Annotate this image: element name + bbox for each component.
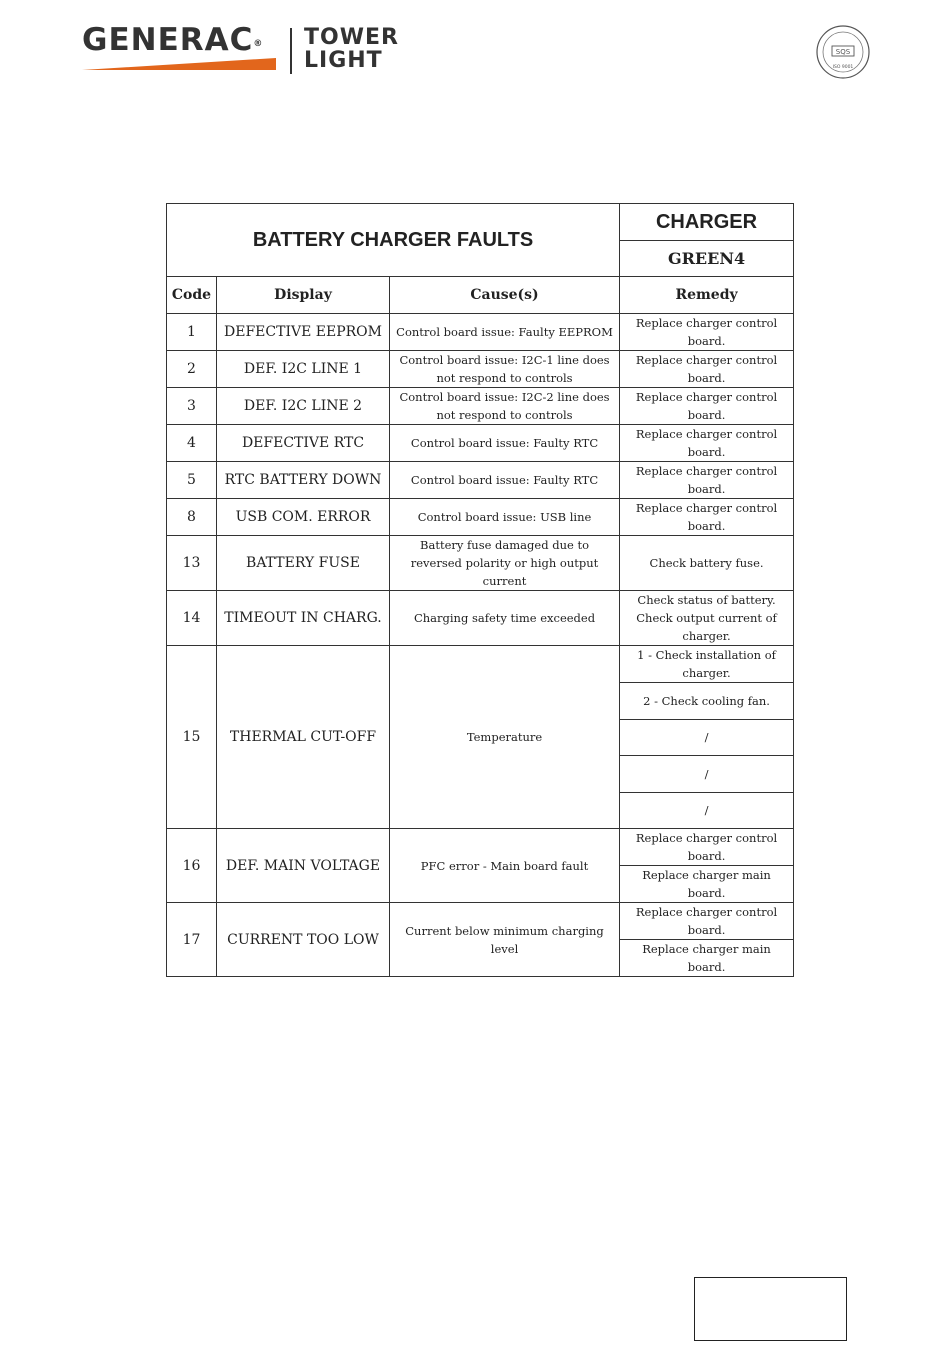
- table-row: [167, 499, 794, 536]
- fault-display: DEFECTIVE EEPROM: [217, 314, 390, 351]
- fault-remedy: Check battery fuse.: [620, 536, 794, 591]
- table-row: [167, 351, 794, 388]
- fault-display: THERMAL CUT-OFF: [217, 646, 390, 829]
- fault-display: USB COM. ERROR: [217, 499, 390, 536]
- charger-model: GREEN4: [620, 241, 794, 277]
- column-header-code: Code: [167, 277, 217, 314]
- fault-code: 8: [167, 499, 217, 536]
- table-row: [167, 388, 794, 425]
- fault-code: 14: [167, 591, 217, 646]
- fault-display: DEFECTIVE RTC: [217, 425, 390, 462]
- fault-remedy: Replace charger control board.: [620, 903, 794, 940]
- fault-code: 15: [167, 646, 217, 829]
- fault-remedy: /: [620, 719, 794, 756]
- fault-cause: Current below minimum charging level: [390, 903, 620, 977]
- fault-cause: Control board issue: Faulty EEPROM: [390, 314, 620, 351]
- fault-code: 13: [167, 536, 217, 591]
- certification-seal-icon: [815, 24, 871, 80]
- fault-remedy: Replace charger control board.: [620, 351, 794, 388]
- fault-remedy: /: [620, 792, 794, 829]
- table-row: [167, 462, 794, 499]
- fault-remedy: Replace charger main board.: [620, 866, 794, 903]
- table-row: [167, 314, 794, 351]
- fault-code: 2: [167, 351, 217, 388]
- table-row: [167, 425, 794, 462]
- registered-mark: ®: [253, 39, 264, 49]
- brand-subtitle: [304, 26, 399, 72]
- column-header-remedy: Remedy: [620, 277, 794, 314]
- fault-remedy: Replace charger control board.: [620, 425, 794, 462]
- fault-remedy: 1 - Check installation of charger.: [620, 646, 794, 683]
- fault-display: TIMEOUT IN CHARG.: [217, 591, 390, 646]
- fault-cause: Control board issue: I2C-1 line does not respond to controls: [390, 351, 620, 388]
- table-row: [167, 646, 794, 683]
- fault-cause: Control board issue: USB line: [390, 499, 620, 536]
- fault-cause: PFC error - Main board fault: [390, 829, 620, 903]
- seal-mid-text: SQS: [835, 48, 851, 56]
- fault-remedy: Replace charger control board.: [620, 499, 794, 536]
- charger-header: CHARGER: [620, 204, 794, 241]
- table-row: [167, 829, 794, 866]
- fault-cause: Charging safety time exceeded: [390, 591, 620, 646]
- brand-swoosh-icon: [82, 58, 276, 70]
- fault-remedy: Replace charger control board.: [620, 829, 794, 866]
- fault-cause: Control board issue: Faulty RTC: [390, 462, 620, 499]
- brand-name: GENERAC: [82, 22, 254, 58]
- fault-remedy: Replace charger control board.: [620, 314, 794, 351]
- table-row: [167, 536, 794, 591]
- fault-remedy: Replace charger control board.: [620, 462, 794, 499]
- fault-code: 1: [167, 314, 217, 351]
- fault-code: 3: [167, 388, 217, 425]
- brand-logo: [82, 22, 263, 58]
- seal-bottom-text: ISO 9001: [832, 65, 854, 70]
- fault-code: 5: [167, 462, 217, 499]
- column-header-display: Display: [217, 277, 390, 314]
- fault-cause: Control board issue: Faulty RTC: [390, 425, 620, 462]
- battery-charger-faults-table: [166, 203, 794, 977]
- fault-cause: Temperature: [390, 646, 620, 829]
- fault-cause: Control board issue: I2C-2 line does not respond to controls: [390, 388, 620, 425]
- table-row: [167, 903, 794, 940]
- table-title: BATTERY CHARGER FAULTS: [167, 204, 620, 277]
- fault-display: DEF. MAIN VOLTAGE: [217, 829, 390, 903]
- fault-remedy: Replace charger control board.: [620, 388, 794, 425]
- column-header-causes: Cause(s): [390, 277, 620, 314]
- fault-remedy: Replace charger main board.: [620, 940, 794, 977]
- fault-display: BATTERY FUSE: [217, 536, 390, 591]
- page-number-box: [694, 1277, 847, 1341]
- fault-display: CURRENT TOO LOW: [217, 903, 390, 977]
- fault-display: DEF. I2C LINE 1: [217, 351, 390, 388]
- fault-code: 4: [167, 425, 217, 462]
- fault-display: RTC BATTERY DOWN: [217, 462, 390, 499]
- fault-remedy: 2 - Check cooling fan.: [620, 683, 794, 720]
- fault-code: 16: [167, 829, 217, 903]
- fault-cause: Battery fuse damaged due to reversed polarity or high output current: [390, 536, 620, 591]
- brand-subtitle-line2: LIGHT: [304, 48, 383, 73]
- fault-remedy: Check status of battery. Check output current of charger.: [620, 591, 794, 646]
- fault-remedy: /: [620, 756, 794, 793]
- brand-subtitle-line1: TOWER: [304, 25, 399, 50]
- table-row: [167, 591, 794, 646]
- fault-display: DEF. I2C LINE 2: [217, 388, 390, 425]
- fault-code: 17: [167, 903, 217, 977]
- logo-divider: [290, 28, 292, 74]
